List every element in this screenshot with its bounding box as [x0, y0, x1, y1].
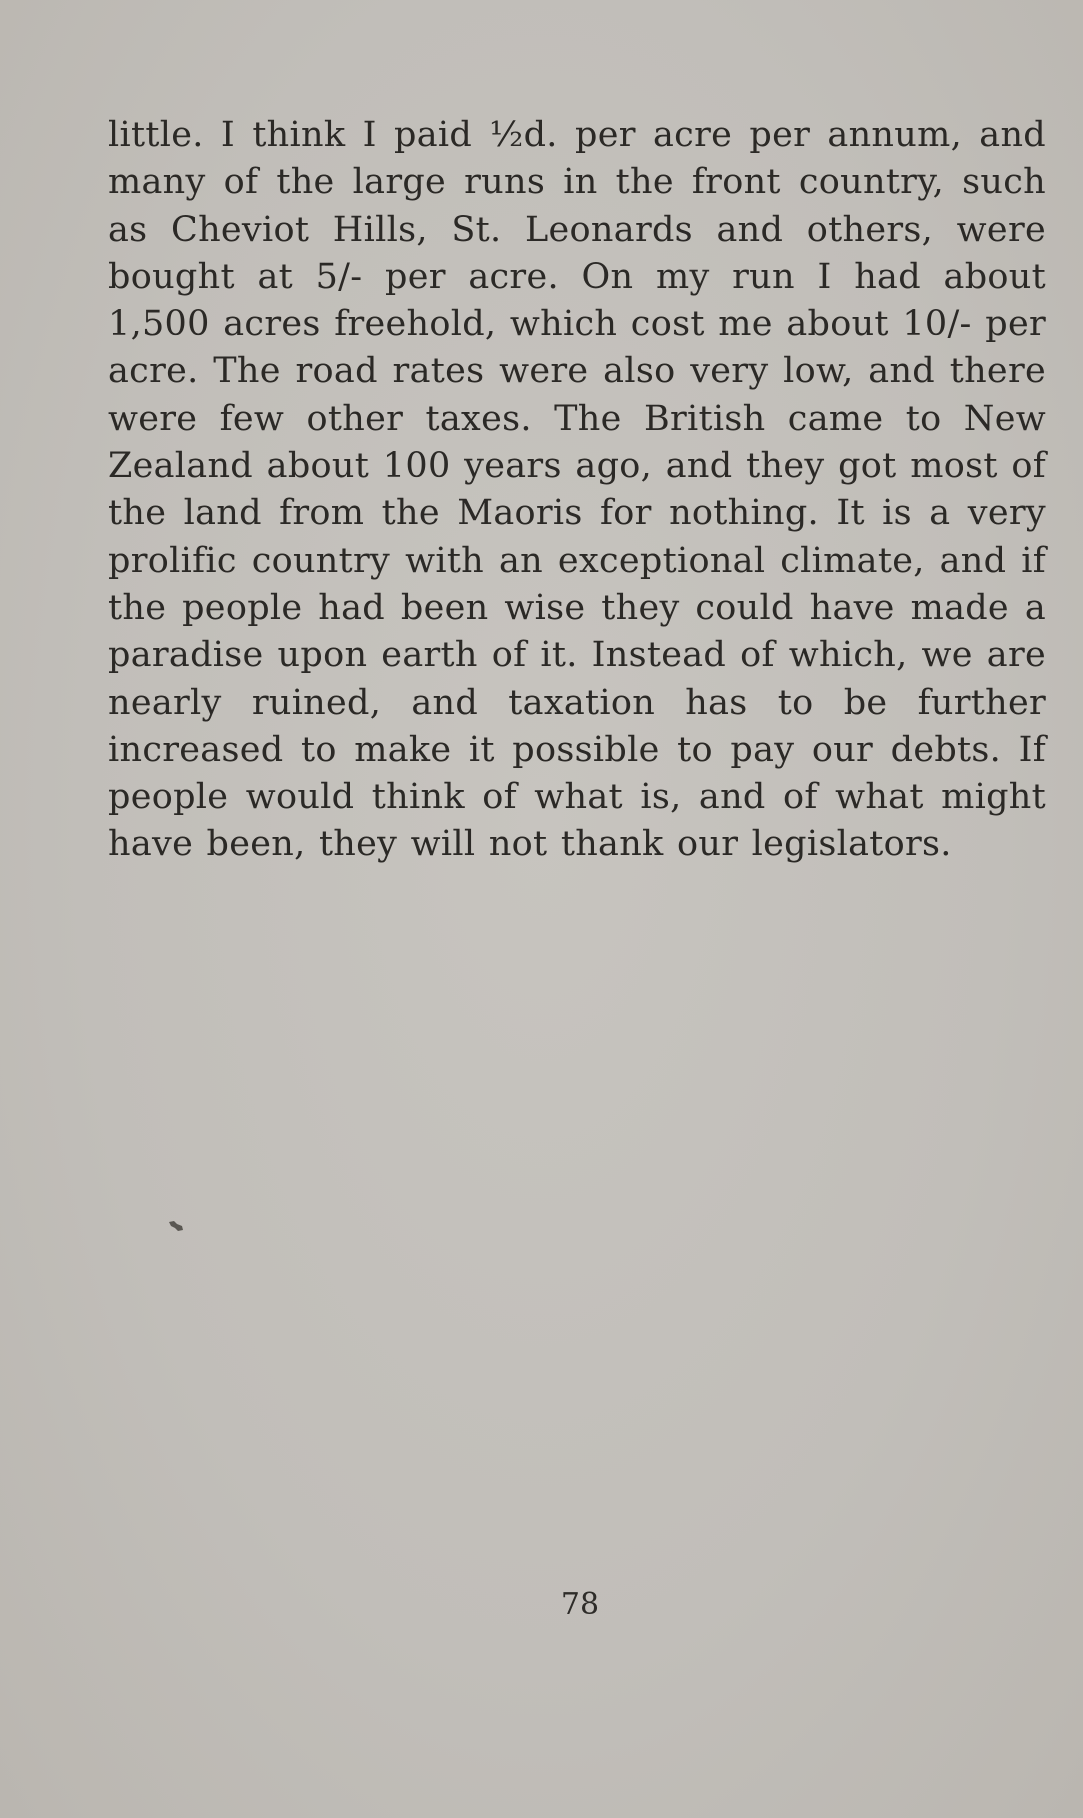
page-number: 78: [560, 1587, 600, 1622]
body-paragraph: little. I think I paid ½d. per acre per annum, and many of the large runs in the front country, such as Cheviot Hills, St. Leonards and others, were bought at 5/- per acre. On my run I had about 1,500 acres freehold, which cost me about 10/- per acre. The road rates were also very low, and there were few other taxes. The British came to New Zealand about 100 years ago, and they got most of the land from the Maoris for nothing. It is a very prolific country with an exceptional climate, and if the people had been wise they could have made a paradise upon earth of it. Instead of which, we are nearly ruined, and taxation has to be further increased to make it possible to pay our debts. If people would think of what is, and of what might have been, they will not thank our legislators.: [108, 115, 1046, 865]
ink-speck-icon: [168, 1220, 184, 1232]
